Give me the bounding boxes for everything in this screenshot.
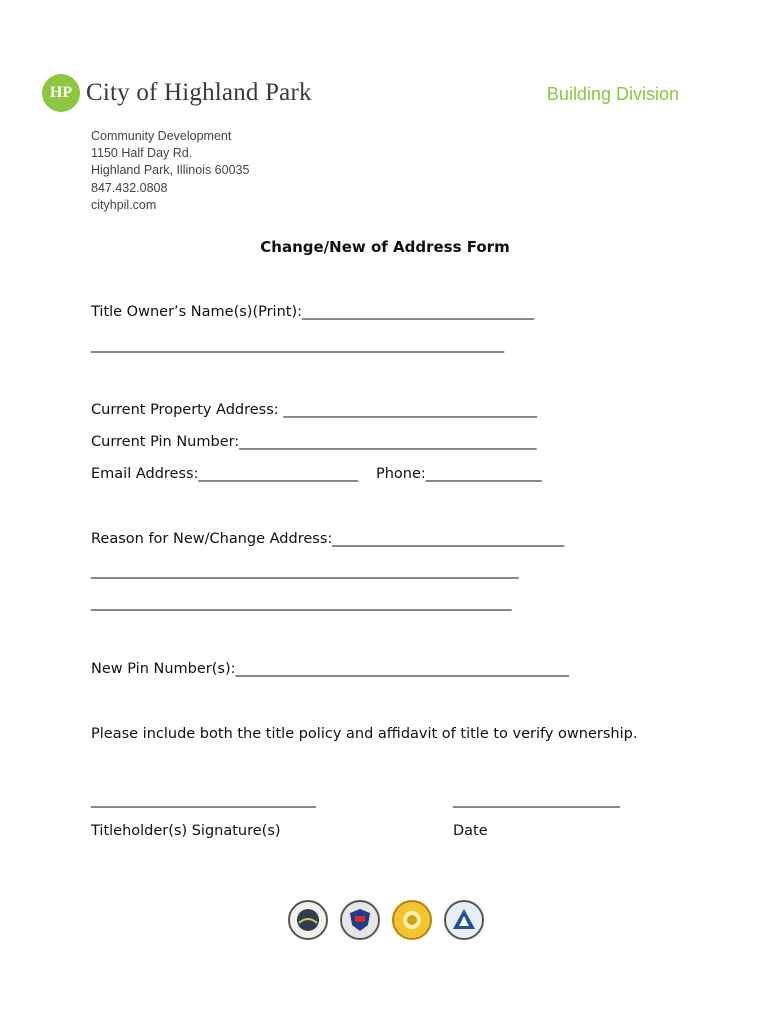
department: Community Development <box>91 129 232 143</box>
seals-row <box>288 900 484 940</box>
shield-seal-icon <box>340 900 380 940</box>
hp-logo-icon <box>42 74 80 112</box>
address-block <box>91 128 249 214</box>
street: 1150 Half Day Rd. <box>91 146 193 161</box>
date-label: Date <box>453 823 488 839</box>
email-field[interactable]: Email Address:______________________ <box>91 466 358 482</box>
reason-field-line3[interactable]: __________________________________________________________ <box>91 595 512 611</box>
owner-name-field[interactable]: Title Owner’s Name(s)(Print):________________________________ <box>91 304 535 320</box>
triangle-seal-icon <box>444 900 484 940</box>
email-phone-row <box>91 466 542 482</box>
reason-field[interactable]: Reason for New/Change Address:________________________________ <box>91 531 565 547</box>
reason-field-line2[interactable]: ___________________________________________________________ <box>91 563 519 579</box>
city-seal-icon <box>288 900 328 940</box>
signature-label: Titleholder(s) Signature(s) <box>91 823 281 839</box>
new-pin-field[interactable]: New Pin Number(s):______________________________________________ <box>91 661 569 677</box>
signature-line[interactable]: _______________________________ <box>91 792 316 808</box>
logo <box>42 74 312 112</box>
logo-name: City of Highland Park <box>86 79 312 106</box>
ownership-note: Please include both the title policy and affidavit of title to verify ownership. <box>91 726 638 742</box>
form-title: Change/New of Address Form <box>260 238 510 256</box>
pin-number-field[interactable]: Current Pin Number:_________________________________________ <box>91 434 537 450</box>
phone-number: 847.432.0808 <box>91 180 168 195</box>
date-line[interactable]: _______________________ <box>453 792 620 808</box>
gold-seal-icon <box>392 900 432 940</box>
property-address-field[interactable]: Current Property Address: ___________________________________ <box>91 402 538 418</box>
phone-field[interactable]: Phone:________________ <box>375 466 542 482</box>
owner-name-field-line2[interactable]: _________________________________________________________ <box>91 337 505 353</box>
city-state-zip: Highland Park, Illinois 60035 <box>91 163 250 178</box>
division-title: Building Division <box>546 84 679 104</box>
website: cityhpil.com <box>91 197 157 212</box>
logo-initials: HP <box>49 84 73 101</box>
